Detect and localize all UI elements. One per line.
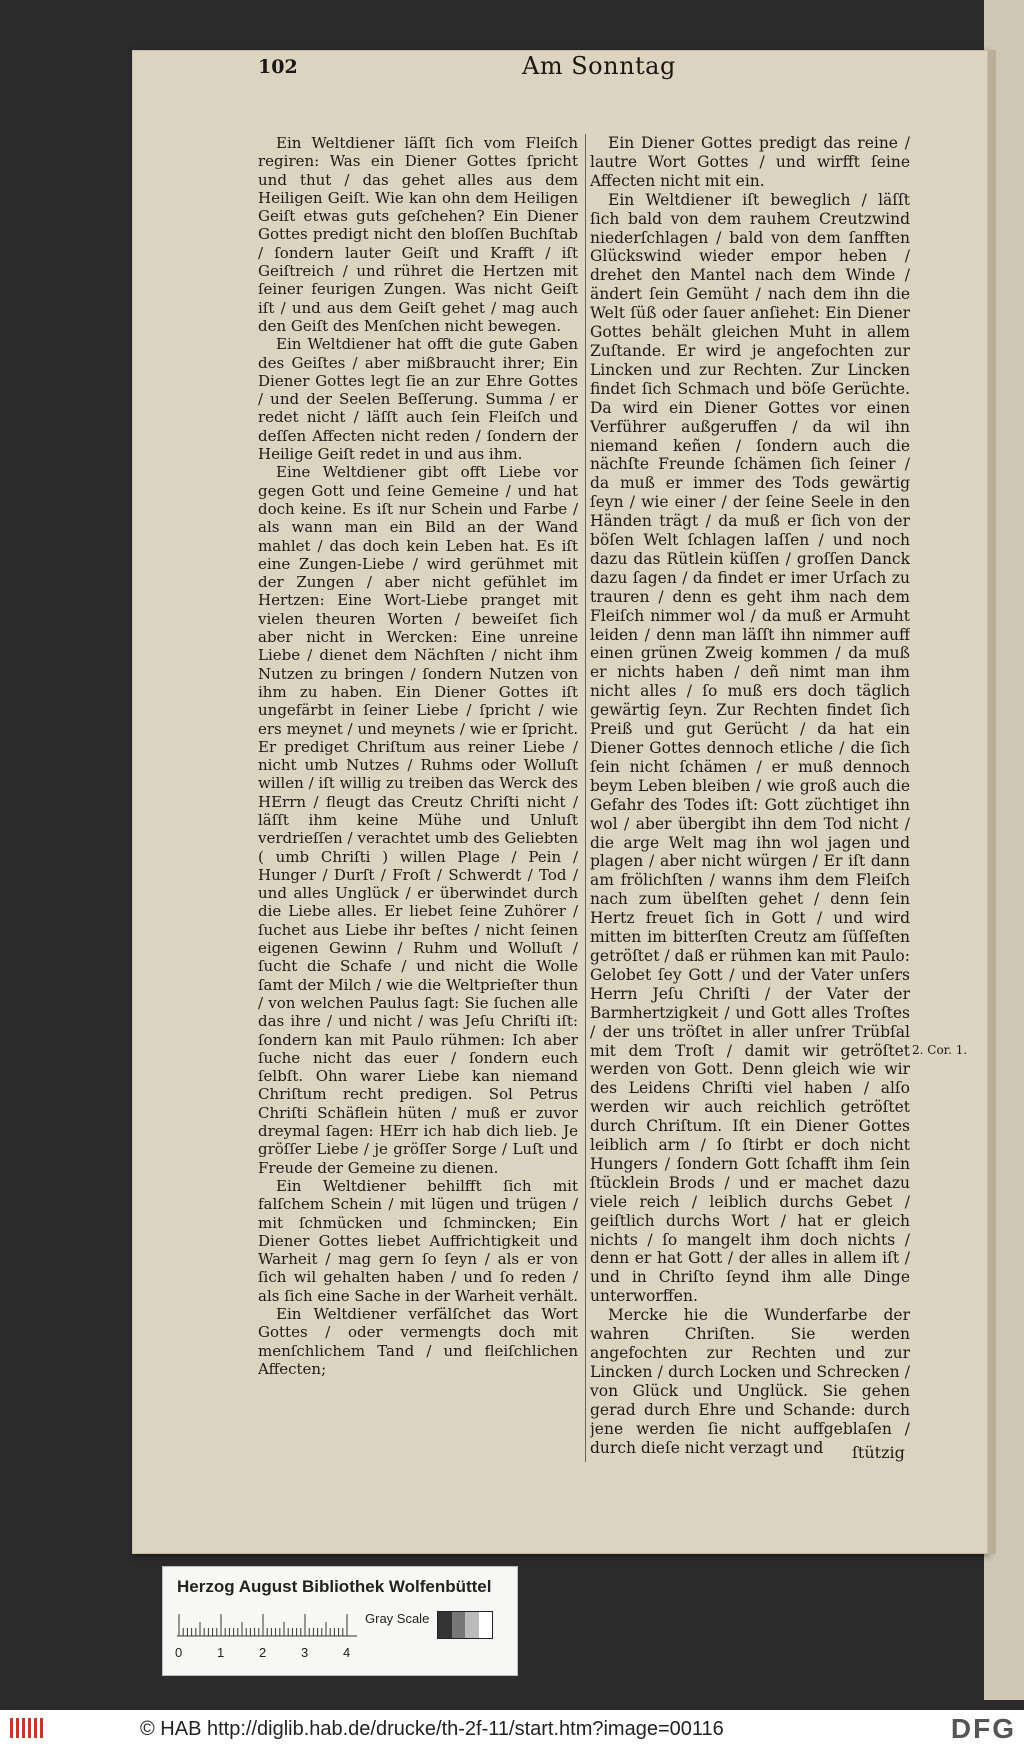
page-header [258,52,786,86]
page-number: 102 [258,56,298,78]
left-paragraph: Eine Weltdiener gibt offt Liebe vor gegen Gott und ſeine Gemeine / und hat doch keine. Es iſt nur Schein und Farbe / als wann man ein Bild an der Wand mahlet / das doch kein Leben hat. Es iſt eine Zungen-Liebe / wird gerühmet mit der Zungen / aber nicht gefühlet im Hertzen: Eine Wort-Liebe pranget mit vielen theuren Worten / beweiſet ſich aber nicht in Wercken: Eine unreine Liebe / dienet dem Nächſten / nicht ihm Nutzen zu bringen / ſondern Nutzen von ihm zu haben. Ein Diener Gottes iſt ungefärbt in ſeiner Liebe / ſpricht / wie ers meynet / und meynets / wie er ſpricht. Er prediget Chriſtum aus reiner Liebe / nicht umb Nutzes / Ruhms oder Wolluſt willen / iſt willig zu treiben das Werck des HErrn / fleugt das Creutz Chriſti nicht / läſſt ihm keine Mühe und Unluſt verdrieſſen / verachtet umb des Geliebten ( umb Chriſti ) willen Plage / Pein / Hunger / Durſt / Froſt / Schwerdt / Tod / und alles Unglück / er überwindet durch die Liebe alles. Er liebet ſeine Zuhörer / ſuchet aus Liebe ihr beſtes / nicht ſeinen eigenen Gewinn / Ruhm und Wolluſt / ſucht die Schafe / und nicht die Wolle ſamt der Milch / wie die Weltprieſter thun / von welchen Paulus ſagt: Sie ſuchen alle das ihre / und nicht / was Jeſu Chriſti iſt: ſondern kan mit Paulo rühmen: Ich aber ſuche nicht das euer / ſondern euch ſelbſt. Ohn warer Liebe kan niemand Chriſtum recht predigen. Sol Petrus Chriſti Schäflein hüten / muß er zuvor dreymal ſagen: HErr ich hab dich lieb. Je gröſſer Liebe / je gröſſer Sorge / Luſt und Freude der Gemeine zu dienen. [258,463,578,1177]
hab-logo-icon [8,1714,48,1742]
gray-swatch-light [465,1612,479,1638]
right-paragraph: Ein Diener Gottes predigt das reine / lautre Wort Gottes / und wirfft ſeine Affecten nicht mit ein. [590,134,910,190]
ruler-number: 1 [217,1645,225,1660]
gray-swatch-mid [452,1612,466,1638]
ruler-number: 2 [259,1645,267,1660]
dfg-logo: DFG [950,1713,1016,1744]
gray-scale-label: Gray Scale [365,1611,430,1626]
column-divider [585,134,586,1462]
library-color-chart [162,1566,518,1676]
right-text-column [590,134,910,1464]
ruler-number: 4 [343,1645,351,1660]
running-title: Am Sonntag [522,52,676,80]
left-paragraph: Ein Weltdiener verfälſchet das Wort Gottes / oder vermengts doch mit menſchlichem Tand / und fleiſchlichen Affecten; [258,1305,578,1378]
footer-bar [0,1710,1024,1747]
left-paragraph: Ein Weltdiener behilfft ſich mit falſchem Schein / mit lügen und trügen / mit ſchmücken und ſchmincken; Ein Diener Gottes liebet Auffrichtigkeit und Warheit / mag gern ſo ſeyn / als er von ſich wil gehalten haben / und ſo reden / als ſich eine Sache in der Warheit verhält. [258,1176,578,1305]
right-paragraph: Mercke hie die Wunderfarbe der wahren Chriſten. Sie werden angefochten zur Rechten und zur Lincken / durch Locken und Schrecken / von Glück und Unglück. Sie gehen gerad durch Ehre und Schande: durch jene werden ſie nicht auffgeblaſen / durch dieſe nicht verzagt und [590,1306,910,1457]
catchword: ſtützig [852,1443,905,1462]
ruler-number: 3 [301,1645,309,1660]
ruler-scale [177,1609,357,1637]
margin-note: 2. Cor. 1. [912,1043,968,1057]
left-paragraph: Ein Weltdiener läſſt ſich vom Fleiſch regiren: Was ein Diener Gottes ſpricht und thut / das gehet alles aus dem Heiligen Geiſt. Wie kan ohn dem Heiligen Geiſt etwas guts geſchehen? Ein Diener Gottes predigt nicht den bloſſen Buchſtab / ſondern lauter Geiſt und Krafft / iſt Geiſtreich / und rühret die Hertzen mit ſeiner feurigen Zungen. Was nicht Geiſt iſt / und aus dem Geiſt gehet / mag auch den Geiſt des Menſchen nicht bewegen. [258,134,578,335]
page-edge-shadow [988,50,996,1554]
gray-swatch-white [479,1612,493,1638]
gray-swatch-dark [438,1612,452,1638]
copyright-url[interactable]: © HAB http://diglib.hab.de/drucke/th-2f-11/start.htm?image=00116 [140,1718,724,1740]
gray-scale-swatch [437,1611,493,1639]
left-paragraph: Ein Weltdiener hat offt die gute Gaben des Geiſtes / aber mißbraucht ihrer; Ein Diener Gottes legt ſie an zur Ehre Gottes / und der Seelen Beſſerung. Summa / er redet nicht / läſſt auch ſein Fleiſch und deſſen Affecten nicht reden / ſondern der Heilige Geiſt redet in und aus ihm. [258,335,578,464]
right-paragraph: Ein Weltdiener iſt beweglich / läſſt ſich bald von dem rauhem Creutzwind niederſchlagen / bald von dem ſanfften Glückswind wieder empor heben / drehet den Mantel nach dem Winde / ändert ſein Gemüht / nach dem ihn die Welt ſüß oder ſauer anſiehet: Ein Diener Gottes behält gleichen Muht in allem Zuſtande. Er wird je angefochten zur Lincken und zur Rechten. Zur Lincken findet ſich Schmach und böſe Gerüchte. Da wird ein Diener Gottes vor einen Verführer außgeruffen / da wil ihn niemand keñen / ſondern auch die nächſte Freunde ſchämen ſich ſeiner / da muß er immer des Tods gewärtig ſeyn / wie einer / der ſeine Seele in den Händen trägt / da muß er ſich von der böſen Welt ſchlagen laſſen / und noch dazu das Rütlein küſſen / groſſen Danck dazu ſagen / da findet er imer Urſach zu trauren / denn es geht ihm nach dem Fleiſch nimmer wol / da muß er Armuht leiden / denn man läſſt ihn nimmer auff einen grünen Zweig kommen / da muß er nichts haben / deñ nimt man ihm nicht alles / ſo muß ers doch täglich gewärtig ſeyn. Zur Rechten findet ſich Preiß und gut Gerücht / da hat ein Diener Gottes dennoch etliche / die ſich ſein nicht ſchämen / er muß dennoch beym Leben bleiben / wie groß auch die Gefahr des Todes iſt: Gott züchtiget ihn wol / aber übergibt ihn dem Tod nicht / die arge Welt mag ihn wol jagen und plagen / aber nicht würgen / Er iſt dann am frölichſten / wanns ihm dem Fleiſch nach zum übelſten gehet / denn ſein Hertz freuet ſich in Gott / und wird mitten im bitterſten Creutz am ſüſſeſten getröſtet / daß er rühmen kan mit Paulo: Gelobet ſey Gott / und der Vater unſers Herrn Jeſu Chriſti / der Vater der Barmhertzigkeit / und Gott alles Troſtes / der uns tröſtet in aller unſrer Trübſal mit dem Troſt / damit wir getröſtet werden von Gott. Denn gleich wie wir des Leidens Chriſti viel haben / alſo werden wir auch reichlich getröſtet durch Chriſtum. Iſt ein Diener Gottes leiblich arm / ſo ſtirbt er doch nicht Hungers / ſondern Gott ſchafft ihm ſein ſtücklein Brods / und er machet dazu viele reich / leiblich durchs Gebet / geiſtlich durchs Wort / hat er gleich nichts / ſo mangelt ihm doch nichts / denn er hat Gott / der alles in allem iſt / und in Chriſto ſeynd ihm alle Dinge unterworffen. [590,190,910,1306]
library-name: Herzog August Bibliothek Wolfenbüttel [177,1577,492,1596]
ruler-number: 0 [175,1645,183,1660]
left-text-column [258,134,578,1464]
